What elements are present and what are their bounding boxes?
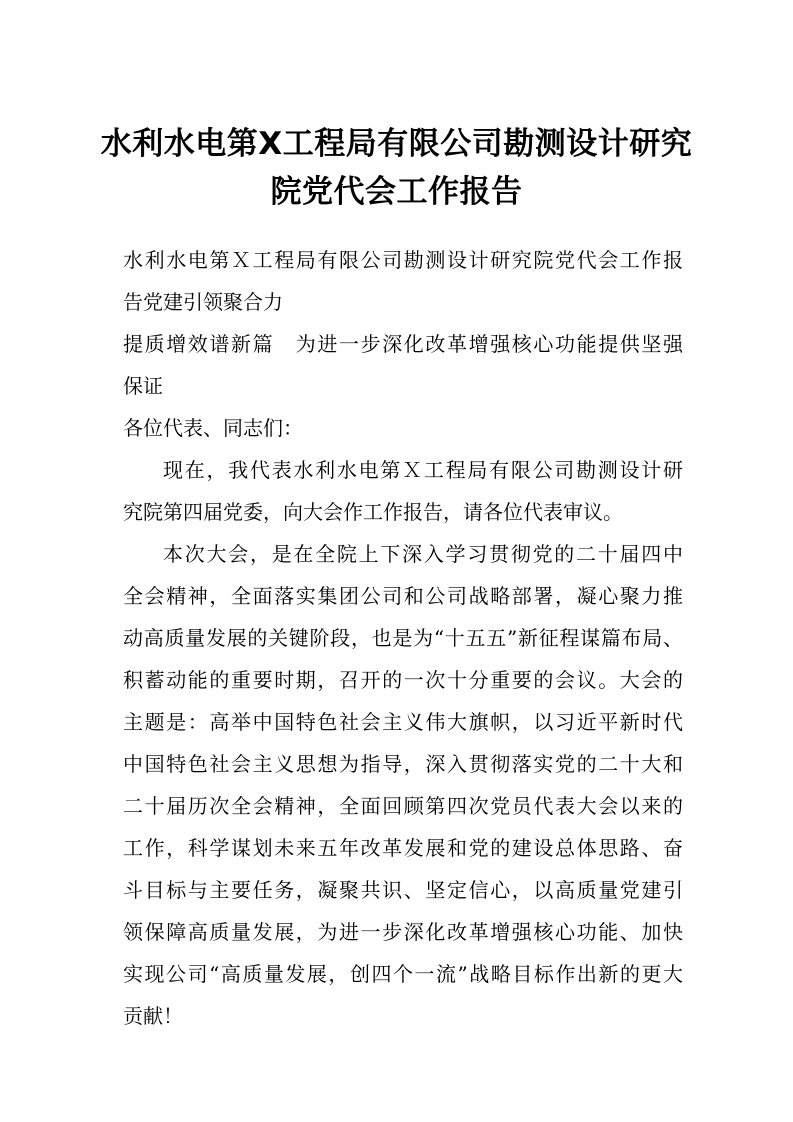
paragraph-2-line-8: 工作，科学谋划未来五年改革发展和党的建设总体思路、奋 <box>123 836 683 860</box>
document-title-line-1: 水利水电第X工程局有限公司勘测设计研究 <box>100 126 693 162</box>
paragraph-1-line-1: 现在，我代表水利水电第Ｘ工程局有限公司勘测设计研 <box>163 458 683 482</box>
subtitle-line-1: 水利水电第Ｘ工程局有限公司勘测设计研究院党代会工作报 <box>123 248 683 272</box>
paragraph-2-line-3: 动高质量发展的关键阶段，也是为“十五五”新征程谋篇布局、 <box>123 626 683 650</box>
paragraph-2-line-10: 领保障高质量发展，为进一步深化改革增强核心功能、加快 <box>123 920 683 944</box>
salutation: 各位代表、同志们： <box>123 416 303 440</box>
paragraph-1-line-2: 究院第四届党委，向大会作工作报告，请各位代表审议。 <box>123 500 623 524</box>
paragraph-2-line-7: 二十届历次全会精神，全面回顾第四次党员代表大会以来的 <box>123 794 683 818</box>
paragraph-2-line-9: 斗目标与主要任务，凝聚共识、坚定信心，以高质量党建引 <box>123 878 683 902</box>
subtitle-line-2: 告党建引领聚合力 <box>123 290 283 314</box>
paragraph-2-line-12: 贡献！ <box>123 1004 183 1028</box>
subtitle-line-4: 保证 <box>123 374 163 398</box>
paragraph-2-line-4: 积蓄动能的重要时期，召开的一次十分重要的会议。大会的 <box>123 668 683 692</box>
paragraph-2-line-1: 本次大会，是在全院上下深入学习贯彻党的二十届四中 <box>163 542 683 566</box>
paragraph-2-line-6: 中国特色社会主义思想为指导，深入贯彻落实党的二十大和 <box>123 752 683 776</box>
document-title-line-2: 院党代会工作报告 <box>270 174 523 210</box>
subtitle-line-3: 提质增效谱新篇 为进一步深化改革增强核心功能提供坚强 <box>123 332 683 356</box>
paragraph-2-line-5: 主题是：高举中国特色社会主义伟大旗帜，以习近平新时代 <box>123 710 683 734</box>
paragraph-2-line-11: 实现公司“高质量发展，创四个一流”战略目标作出新的更大 <box>123 962 683 986</box>
paragraph-2-line-2: 全会精神，全面落实集团公司和公司战略部署，凝心聚力推 <box>123 584 683 608</box>
